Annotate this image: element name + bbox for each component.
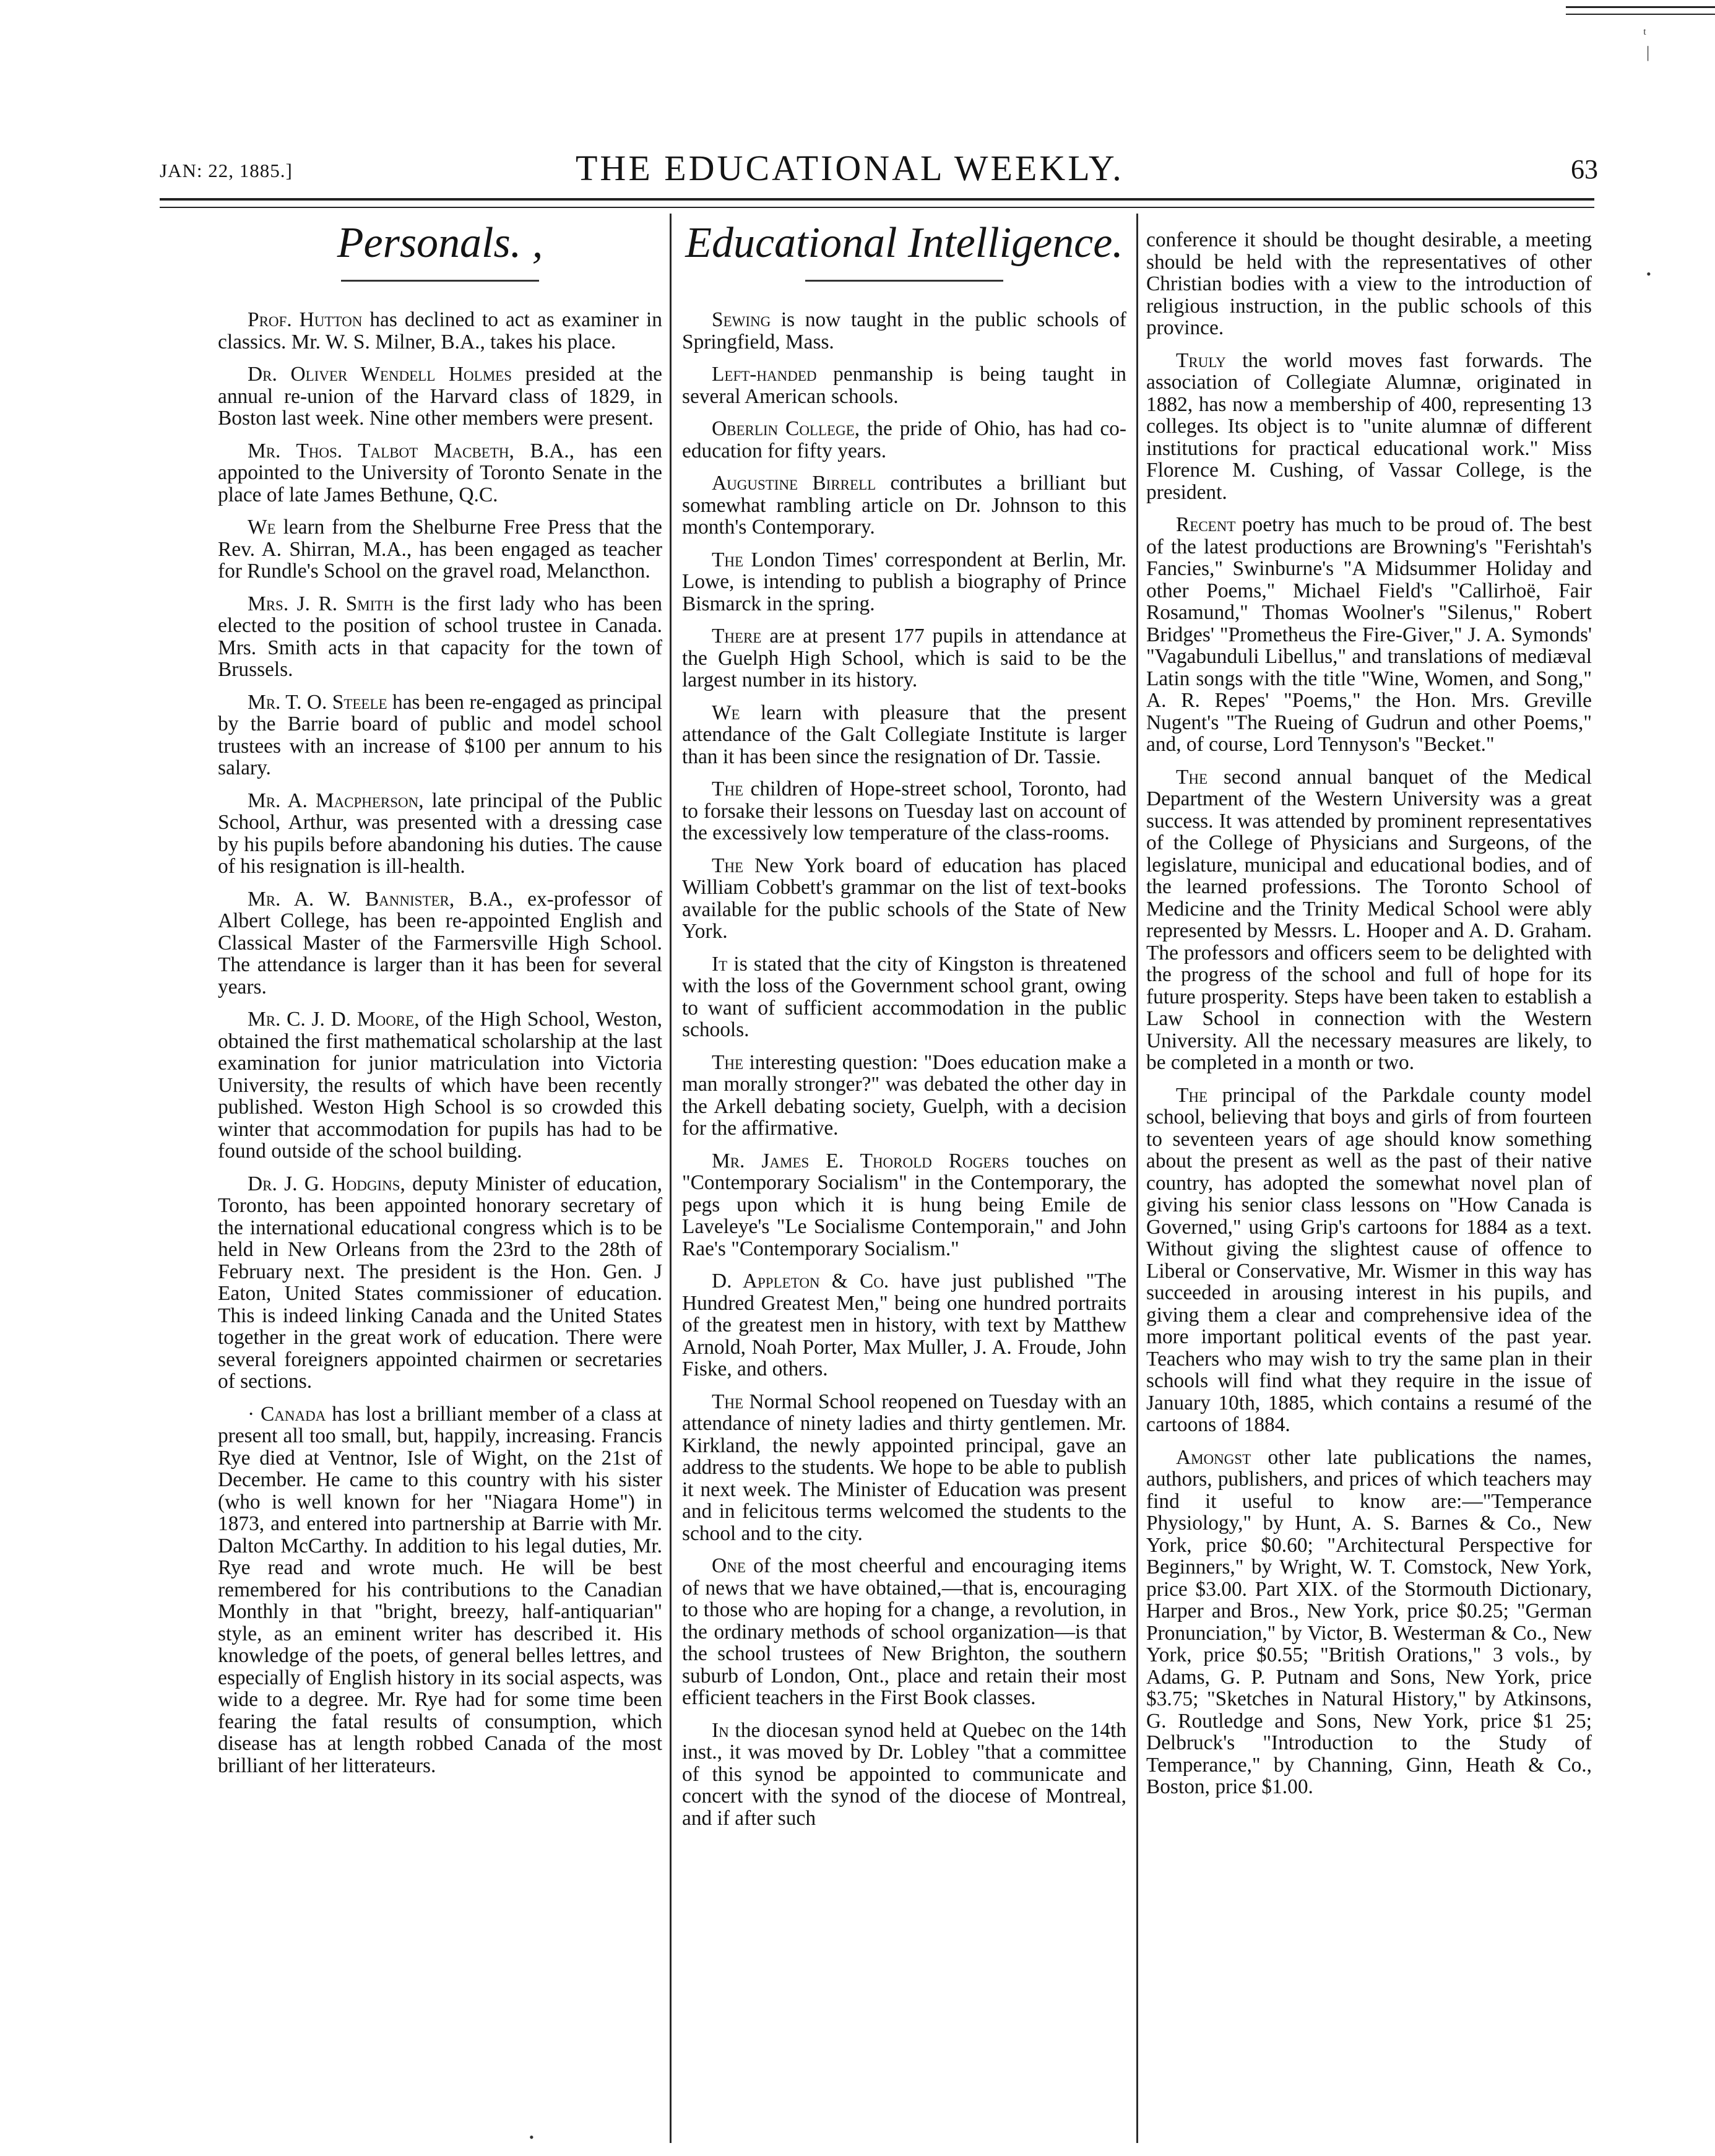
article-text: is now taught in the public schools of Springfield, Mass. bbox=[682, 308, 1126, 353]
article-text: learn from the Shelburne Free Press that the Rev. A. Shirran, M.A., has been engaged as teacher for Rundle's School on the gravel road, Melancthon. bbox=[218, 516, 662, 582]
section-heading-educational-intelligence: Educational Intelligence. bbox=[685, 219, 1123, 267]
personals-list bbox=[218, 309, 662, 1777]
article-lead: The bbox=[1176, 765, 1208, 789]
margin-dot: • bbox=[1646, 266, 1651, 282]
article-text: learn with pleasure that the present attendance of the Galt Collegiate Institute is larger than it has been since the resignation of Dr. Tassie. bbox=[682, 701, 1126, 768]
article-lead: We bbox=[248, 516, 276, 539]
article-text: children of Hope-street school, Toronto, had to forsake their lessons on Tuesday last on account of the excessively low temperature of the class-rooms. bbox=[682, 777, 1126, 844]
article-paragraph bbox=[1146, 1447, 1592, 1798]
article-paragraph bbox=[218, 440, 662, 506]
article-lead: Amongst bbox=[1176, 1445, 1251, 1469]
article-text: other late publications the names, authors, publishers, and prices of which teachers may find it useful to know are:—"Temperance Physiology," by Hunt, A. S. Barnes & Co., New York, price $0.60; "Architectural Perspective for Beginners," by Wright, W. T. Comstock, New York, price $3.00. Part XIX. of the Stormouth Dictionary, Harper and Bros., New York, price $0.25; "German Pronunciation," by Victor, B. Westerman & Co., New York, price $0.55; "British Orations," 3 vols., by Adams, G. P. Putnam and Sons, New York, price $3.75; "Sketches in Natural History," by Atkinsons, G. Routledge and Sons, New York, price $1 25; Delbruck's "Introduction to the Study of Temperance," by Channing, Ginn, Heath & Co., Boston, price $1.00. bbox=[1146, 1445, 1592, 1798]
header-date: JAN: 22, 1885.] bbox=[160, 160, 293, 181]
article-paragraph bbox=[218, 888, 662, 998]
article-text: interesting question: "Does education make a man morally stronger?" was debated the other day in the Arkell debating society, Guelph, with a decision for the affirmative. bbox=[682, 1050, 1126, 1140]
top-rule-2 bbox=[1566, 14, 1715, 15]
article-paragraph bbox=[1146, 514, 1592, 756]
article-text: London Times' correspondent at Berlin, Mr. Lowe, is intending to publish a biography of Prince Bismarck in the spring. bbox=[682, 548, 1126, 615]
article-text: touches on "Contemporary Socialism" in the Contemporary, the pegs upon which it is hung being Emile de Laveleye's "Le Socialisme Contemporain," and John Rae's "Contemporary Socialism." bbox=[682, 1149, 1126, 1260]
article-text: B.A., has een appointed to the University of Toronto Senate in the place of late James Bethune, Q.C. bbox=[218, 439, 662, 506]
article-lead: D. Appleton & Co. bbox=[712, 1270, 889, 1292]
section-heading-personals: Personals. , bbox=[337, 219, 543, 267]
article-lead: Recent bbox=[1176, 513, 1236, 536]
article-text: B.A., ex-professor of Albert College, has been re-appointed English and Classical Master of the Farmersville High School. The attendance is larger than it has been for several years. bbox=[218, 887, 662, 998]
article-paragraph bbox=[682, 953, 1126, 1041]
article-lead: Mr. T. O. Steele bbox=[248, 690, 387, 714]
article-paragraph bbox=[1146, 229, 1592, 339]
article-lead: It bbox=[712, 952, 728, 976]
article-text: has lost a brilliant member of a class at present all too small, but, happily, increasing. Francis Rye died at Ventnor, Isle of Wight, on the 21st of December. He came to this country with his sister (who is well known for her "Niagara Home") in 1873, and entered into partnership at Barrie with Mr. Dalton McCarthy. In addition to his legal duties, Mr. Rye read and wrote much. He will be best remembered for his contributions to the Canadian Monthly in that "bright, breezy, half-antiquarian" style, as an eminent writer has described it. His knowledge of the poets, of general belles lettres, and especially of English history in its social aspects, was wide to a degree. Mr. Rye had for some time been fearing the fatal results of consumption, which disease has at length robbed Canada of the most brilliant of her litterateurs. bbox=[218, 1402, 662, 1777]
continued-list bbox=[1146, 229, 1592, 1798]
article-lead: The bbox=[712, 548, 744, 571]
article-lead: Prof. Hutton bbox=[248, 308, 363, 331]
article-text: has declined to act as examiner in classics. Mr. W. S. Milner, B.A., takes his place. bbox=[218, 308, 662, 353]
top-rule bbox=[1566, 6, 1715, 8]
section-rule bbox=[805, 280, 1003, 282]
article-lead: · Canada bbox=[248, 1402, 326, 1426]
article-lead: In bbox=[712, 1718, 729, 1742]
article-paragraph bbox=[682, 855, 1126, 943]
header-title: THE EDUCATIONAL WEEKLY. bbox=[576, 148, 1124, 188]
column-personals bbox=[218, 215, 662, 1787]
article-text: the pride of Ohio, has had co-education for fifty years. bbox=[682, 417, 1127, 462]
article-text: conference it should be thought desirable, a meeting should be held with the representatives of other Christian bodies with a view to the introduction of religious instruction, in the public schools of this province. bbox=[1146, 228, 1592, 339]
column-continued bbox=[1146, 229, 1592, 1809]
article-paragraph bbox=[218, 309, 662, 353]
article-paragraph bbox=[218, 1008, 662, 1162]
article-text: has been re-engaged as principal by the Barrie board of public and model school trustees with an increase of $100 per annum to his salary. bbox=[218, 690, 662, 779]
article-paragraph bbox=[682, 472, 1126, 539]
article-text: New York board of education has placed William Cobbett's grammar on the list of text-books available for the public schools of the State of New York. bbox=[682, 854, 1126, 943]
column-educational-intelligence bbox=[682, 215, 1126, 1840]
article-text: is the first lady who has been elected to the position of school trustee in Canada. Mrs. Smith acts in that capacity for the town of Brussels. bbox=[218, 592, 662, 681]
article-lead: Augustine Birrell bbox=[712, 472, 876, 495]
intelligence-list bbox=[682, 309, 1126, 1829]
article-lead: The bbox=[712, 777, 744, 800]
article-lead: Mr. Thos. Talbot Macbeth, bbox=[248, 439, 514, 462]
article-paragraph bbox=[682, 549, 1126, 615]
article-text: second annual banquet of the Medical Department of the Western University was a great success. It was attended by prominent representatives of the College of Physicians and Surgeons, of the legislature, municipal and educational bodies, and of the learned professions. The Toronto School of Medicine and the Trinity Medical School were ably represented by Messrs. L. Hooper and A. D. Graham. The professors and officers seem to be delighted with the progress of the school and full of hope for its future prosperity. Steps have been taken to establish a Law School in connection with the Western University. All the necessary measures are likely, to be completed in a month or two. bbox=[1146, 765, 1592, 1074]
article-paragraph bbox=[218, 790, 662, 878]
article-paragraph bbox=[682, 1270, 1126, 1380]
column-divider-left bbox=[670, 214, 672, 2143]
article-paragraph bbox=[218, 516, 662, 582]
article-lead: Sewing bbox=[712, 308, 771, 331]
article-paragraph bbox=[682, 309, 1126, 353]
article-paragraph bbox=[682, 363, 1126, 407]
article-paragraph bbox=[1146, 1084, 1592, 1436]
article-paragraph bbox=[682, 1555, 1126, 1709]
article-paragraph bbox=[682, 1391, 1126, 1545]
article-lead: We bbox=[712, 701, 740, 724]
article-text: are at present 177 pupils in attendance at the Guelph High School, which is said to be the largest number in its history. bbox=[682, 625, 1126, 691]
article-paragraph bbox=[682, 418, 1126, 462]
bottom-mark: • bbox=[529, 2129, 534, 2145]
article-lead: One bbox=[712, 1554, 746, 1577]
page-number: 63 bbox=[1571, 154, 1598, 184]
column-divider-right bbox=[1136, 214, 1138, 2143]
corner-mark-2: | bbox=[1646, 43, 1650, 61]
article-text: late principal of the Public School, Arthur, was presented with a dressing case by his pupils before abandoning his duties. The cause of his resignation is ill-health. bbox=[218, 789, 663, 878]
article-paragraph bbox=[218, 363, 662, 430]
article-text: the world moves fast forwards. The association of Collegiate Alumnæ, originated in 1882, has now a membership of 400, representing 13 colleges. Its object is to "unite alumnæ of different institutions for practical educational work." Miss Florence M. Cushing, of Vassar College, is the president. bbox=[1146, 349, 1592, 504]
article-lead: Mr. A. W. Bannister, bbox=[248, 887, 455, 911]
article-paragraph bbox=[682, 1052, 1126, 1140]
article-text: have just published "The Hundred Greatest Men," being one hundred portraits of the greatest men in history, with text by Matthew Arnold, Noah Porter, Max Muller, J. A. Froude, John Fiske, and others. bbox=[682, 1270, 1126, 1380]
article-text: deputy Minister of education, Toronto, has been appointed honorary secretary of the international educational congress which is to be held in New Orleans from the 23rd to the 28th of February next. The president is the Hon. Gen. J Eaton, United States commissioner of education. This is indeed linking Canada and the United States together in the great work of education. There were several foreigners appointed chairmen or secretaries of sections. bbox=[218, 1172, 662, 1393]
header-rule-2 bbox=[160, 207, 1594, 208]
article-text: Normal School reopened on Tuesday with an attendance of ninety ladies and thirty gentlemen. Mr. Kirkland, the newly appointed principal, gave an address to the students. We hope to be able to publish it next week. The Minister of Education was present and in felicitous terms welcomed the students to the school and to the city. bbox=[682, 1390, 1126, 1545]
article-lead: Mrs. J. R. Smith bbox=[248, 592, 394, 615]
article-lead: Dr. J. G. Hodgins, bbox=[248, 1172, 405, 1195]
article-lead: Truly bbox=[1176, 349, 1226, 372]
article-lead: The bbox=[712, 854, 744, 877]
article-text: of the High School, Weston, obtained the first mathematical scholarship at the last examination for junior matriculation into Victoria University, the results of which have been recently published. Weston High School is so crowded this winter that accommodation for pupils has had to be found outside of the school building. bbox=[218, 1008, 663, 1162]
article-text: contributes a brilliant but somewhat rambling article on Dr. Johnson to this month's Contemporary. bbox=[682, 472, 1126, 539]
section-rule bbox=[341, 280, 539, 282]
article-paragraph bbox=[218, 593, 662, 681]
article-text: presided at the annual re-union of the Harvard class of 1829, in Boston last week. Nine other members were present. bbox=[218, 363, 662, 430]
article-paragraph bbox=[682, 1150, 1126, 1260]
header-rule bbox=[160, 198, 1594, 201]
article-paragraph bbox=[682, 778, 1126, 844]
article-lead: The bbox=[712, 1050, 744, 1074]
article-lead: The bbox=[712, 1390, 744, 1413]
article-text: is stated that the city of Kingston is threatened with the loss of the Government school grant, owing to want of sufficient accommodation in the public schools. bbox=[682, 952, 1126, 1041]
article-text: penmanship is being taught in several American schools. bbox=[682, 363, 1126, 408]
article-paragraph bbox=[218, 1173, 662, 1393]
article-lead: Left-handed bbox=[712, 363, 817, 386]
article-paragraph bbox=[682, 625, 1126, 691]
article-lead: Dr. Oliver Wendell Holmes bbox=[248, 363, 512, 386]
article-lead: Mr. James E. Thorold Rogers bbox=[712, 1149, 1009, 1172]
article-lead: Oberlin College, bbox=[712, 417, 860, 440]
article-paragraph bbox=[682, 1720, 1126, 1830]
article-lead: Mr. C. J. D. Moore, bbox=[248, 1008, 420, 1031]
article-paragraph bbox=[1146, 766, 1592, 1074]
article-paragraph bbox=[218, 691, 662, 779]
article-lead: The bbox=[1176, 1083, 1208, 1107]
article-text: principal of the Parkdale county model school, believing that boys and girls of from fourteen to seventeen years of age should know something about the present as well as the past of their native country, has adopted the somewhat novel plan of giving his senior class lessons on "How Canada is Governed," using Grip's cartoons for 1884 as a text. Without giving the slightest cause of offence to Liberal or Conservative, Mr. Wismer in this way has succeeded in arousing interest in his pupils, and giving them a clear and comprehensive idea of the more important political events of the past year. Teachers who may wish to try the same plan in their schools will find what they require in the issue of January 10th, 1885, which contains a resumé of the cartoons of 1884. bbox=[1146, 1083, 1592, 1436]
corner-mark: ᵗ bbox=[1643, 25, 1646, 43]
article-paragraph bbox=[682, 702, 1126, 768]
article-lead: Mr. A. Macpherson, bbox=[248, 789, 424, 812]
article-text: of the most cheerful and encouraging items of news that we have obtained,—that is, encouraging to those who are hoping for a change, a revolution, in the ordinary methods of school organization—is that the school trustees of New Brighton, the southern suburb of London, Ont., place and retain their most efficient teachers in the First Book classes. bbox=[682, 1554, 1126, 1709]
article-text: poetry has much to be proud of. The best of the latest productions are Browning's "Ferishtah's Fancies," Swinburne's "A Midsummer Holiday and other Poems," Michael Field's "Callirhoë, Fair Rosamund," Thomas Woolner's "Silenus," Robert Bridges' "Prometheus the Fire-Giver," J. A. Symonds' "Vagabunduli Libellus," and translations of mediæval Latin songs with the title "Wine, Women, and Song," A. R. Repes' "Poems," the Hon. Mrs. Greville Nugent's "The Rueing of Gudrun and other Poems," and, of course, Lord Tennyson's "Becket." bbox=[1146, 513, 1592, 756]
article-text: the diocesan synod held at Quebec on the 14th inst., it was moved by Dr. Lobley "that a committee of this synod be appointed to communicate and concert with the synod of the diocese of Montreal, and if after such bbox=[682, 1718, 1126, 1830]
article-lead: There bbox=[712, 625, 762, 647]
article-paragraph bbox=[1146, 350, 1592, 504]
article-paragraph bbox=[218, 1403, 662, 1777]
